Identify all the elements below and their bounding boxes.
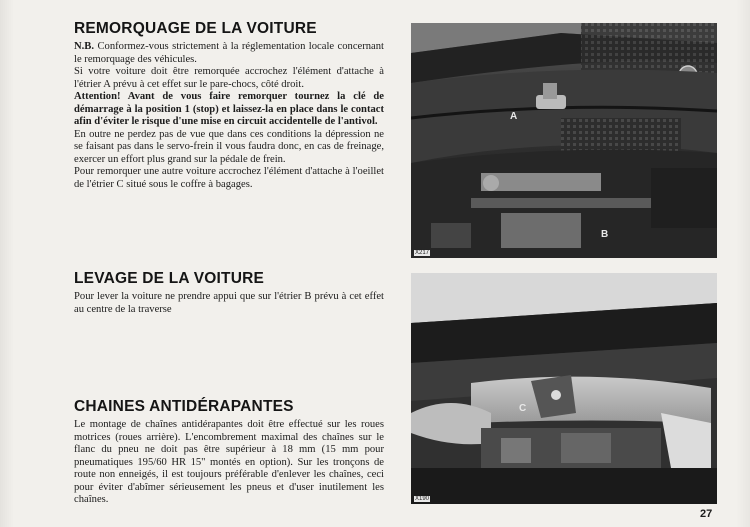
photo-front-bumper-drawing — [411, 23, 717, 258]
page-number: 27 — [700, 508, 713, 520]
lifting-body — [74, 291, 384, 316]
photo-code-top: X217 — [415, 250, 430, 256]
photo-front-bumper — [411, 23, 717, 258]
towing-nb — [74, 41, 384, 66]
chains-body — [74, 419, 384, 507]
lifting-title: LEVAGE DE LA VOITURE — [74, 270, 265, 287]
towing-p1: Si votre voiture doit être remorquée accrochez l'élément d'attache à l'étrier A prévu à cet effet sur le pare-chocs, côté droit. — [74, 66, 384, 90]
towing-title: REMORQUAGE DE LA VOITURE — [74, 20, 317, 37]
chains-title: CHAINES ANTIDÉRAPANTES — [74, 398, 294, 415]
towing-body — [74, 41, 384, 191]
label-c: C — [519, 403, 527, 414]
photo-rear-underbody — [411, 273, 717, 504]
towing-p3: Pour remorquer une autre voiture accrochez l'élément d'attache à l'oeillet de l'étrier C situé sous le coffre à bagages. — [74, 166, 384, 190]
label-a: A — [510, 111, 518, 122]
nb-label: N.B. — [74, 41, 95, 52]
photo-rear-underbody-drawing — [411, 273, 717, 504]
chains-p1: Le montage de chaînes antidérapantes doit être effectué sur les roues motrices (roues arrière). L'encombrement maximal des chaînes sur le flanc du pneu ne doit pas être supérieur à 18 mm (15 mm pour pneumatiques 195/60 HR 15" montés en option). Sur les tronçons de route non enneigés, il est toujours préférable d'enlever les chaînes, ceci pour éviter d'abîmer sérieusement les pneus et d'user inutilement les chaînes. — [74, 419, 384, 505]
label-b: B — [601, 229, 609, 240]
photo-code-bottom: X190 — [415, 496, 430, 502]
lifting-p1: Pour lever la voiture ne prendre appui que sur l'étrier B prévu à cet effet au centre de la traverse — [74, 291, 384, 315]
towing-warning: Attention! Avant de vous faire remorquer tournez la clé de démarrage à la position 1 (stop) et laissez-la en place dans le contact afin d'éviter le risque d'une mise en circuit accidentelle de l'antivol. — [74, 91, 384, 127]
nb-text: Conformez-vous strictement à la réglementation locale concernant le remorquage des véhicules. — [74, 41, 385, 65]
towing-p2: En outre ne perdez pas de vue que dans ces conditions la dépression ne se faisant pas dans le servo-frein il vous faudra donc, en cas de freinage, exercer un effort plus grand sur la pédale de frein. — [74, 128, 384, 165]
